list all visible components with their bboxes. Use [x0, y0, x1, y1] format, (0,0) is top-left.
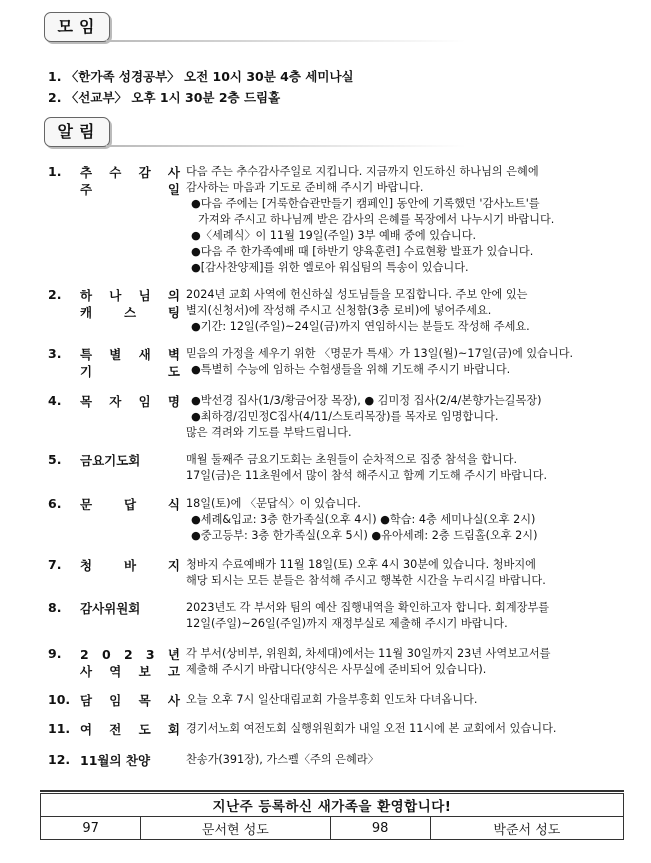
newcomer-number: 98	[330, 817, 430, 840]
notice-item-label-part: 하	[80, 288, 93, 303]
notice-item-label-part: 주	[80, 182, 93, 197]
notice-item-number: 5.	[48, 452, 62, 467]
notice-bullet: ●세례&입교: 3층 한가족실(오후 4시) ●학습: 4층 세미나실(오후 2시)	[191, 513, 536, 526]
notice-item-body	[186, 346, 632, 378]
notice-item-label-part: 2	[80, 647, 89, 662]
notice-item-label-part: 여	[80, 722, 93, 737]
notice-bullet: ●다음 주에는 [거룩한습관만들기 캠페인] 동안에 기록했던 '감사노트'를	[191, 197, 540, 210]
notice-item-label	[80, 393, 180, 410]
notice-item-label	[80, 721, 180, 738]
notice-item-body	[186, 752, 632, 768]
notice-item-number: 6.	[48, 496, 62, 511]
notice-bullet: 가져와 주시고 하나님께 받은 감사의 은혜를 목장에서 나누시기 바랍니다.	[191, 213, 555, 226]
notice-item-label	[80, 164, 180, 198]
notice-item-label-part: 의	[167, 288, 180, 303]
notice-item-label-part: 담	[80, 693, 93, 708]
notice-item-label-part: 고	[167, 664, 180, 679]
notice-item-label	[80, 287, 180, 321]
notice-item-body	[186, 721, 632, 737]
notice-item-label-part: 2	[123, 647, 133, 662]
notice-item-label-part: 사	[167, 165, 180, 180]
notice-item-label	[80, 452, 180, 469]
welcome-top-rule	[40, 790, 624, 792]
notice-item-label-part: 님	[138, 288, 151, 303]
notice-bullet: ●[감사찬양제]를 위한 엘로아 워십팀의 특송이 있습니다.	[191, 261, 469, 274]
notice-item-label-part: 답	[123, 497, 137, 512]
notice-item-label-part: 0	[101, 647, 111, 662]
notice-line: 17일(금)은 11초원에서 많이 참석 해주시고 함께 기도해 주시기 바랍니다.	[186, 469, 547, 482]
notice-line: 18일(토)에 〈문답식〉이 있습니다.	[186, 497, 361, 510]
notice-item-label-part: 일	[167, 182, 180, 197]
notice-line: 많은 격려와 기도를 부탁드립니다.	[186, 426, 352, 439]
notice-item-body	[186, 600, 632, 632]
notice-item-label-part: 지	[167, 558, 180, 573]
notice-line: 오늘 오후 7시 일산대림교회 가을부흥회 인도차 다녀옵니다.	[186, 693, 478, 706]
notice-item-body	[186, 287, 632, 335]
notice-item-label-part: 식	[167, 497, 180, 512]
notice-item-number: 4.	[48, 393, 62, 408]
newcomer-name: 박준서 성도	[430, 817, 623, 840]
notice-item-label-part: 나	[109, 288, 122, 303]
notice-item-label-part: 목	[80, 394, 93, 409]
meeting-line-2: 2. 〈선교부〉 오후 1시 30분 2층 드림홀	[48, 90, 281, 105]
notice-item-label-part: 캐	[80, 305, 93, 320]
notice-item-label-part: 년	[167, 647, 180, 662]
notice-bullet: ●박선경 집사(1/3/황금어장 목장), ● 김미정 집사(2/4/본향가는길목장)	[191, 394, 542, 407]
notice-item-label-part: 청	[80, 558, 93, 573]
notice-item-number: 7.	[48, 557, 62, 572]
notice-item-body	[186, 692, 632, 708]
notice-item-label-part: 바	[123, 558, 137, 573]
meeting-divider	[106, 40, 466, 42]
notice-item-number: 12.	[48, 752, 71, 767]
notice-item-label-part: 사	[80, 664, 93, 679]
notice-line: 매월 둘째주 금요기도회는 초원들이 순차적으로 집중 참석을 합니다.	[186, 453, 518, 466]
notice-item-number: 8.	[48, 600, 62, 615]
notice-item-number: 1.	[48, 164, 62, 179]
welcome-row	[41, 817, 624, 840]
notice-item-number: 9.	[48, 646, 62, 661]
notice-item-number: 3.	[48, 346, 62, 361]
notice-line: 청바지 수료예배가 11월 18일(토) 오후 4시 30분에 있습니다. 청바지에	[186, 558, 536, 571]
meeting-line-1: 1. 〈한가족 성경공부〉 오전 10시 30분 4층 세미나실	[48, 69, 354, 84]
notice-item-label	[80, 692, 180, 709]
notice-item-number: 11.	[48, 721, 71, 736]
notice-header: 알림	[44, 117, 110, 147]
notice-item-label-part: 추	[80, 165, 93, 180]
notice-item-label	[80, 496, 180, 513]
notice-item-body	[186, 557, 632, 589]
notice-line: 2024년 교회 사역에 헌신하실 성도님들을 모집합니다. 주보 안에 있는	[186, 288, 528, 301]
notice-item-label-part: 역	[109, 664, 122, 679]
notice-item-label-part: 보	[138, 664, 151, 679]
newcomer-name: 문서현 성도	[141, 817, 330, 840]
notice-item-label-part: 감	[138, 165, 151, 180]
notice-item-label-part: 회	[167, 722, 180, 737]
notice-bullet: ●다음 주 한가족예배 때 [하반기 양육훈련] 수료현황 발표가 있습니다.	[191, 245, 534, 258]
notice-item-label	[80, 646, 180, 680]
notice-item-body	[186, 393, 632, 441]
notice-item-label-part: 목	[138, 693, 151, 708]
notice-line: 믿음의 가정을 세우기 위한 〈명문가 특새〉가 13일(월)~17일(금)에 있습니다.	[186, 347, 574, 360]
notice-item-label-part: 명	[167, 394, 180, 409]
welcome-table	[40, 793, 624, 840]
notice-item-label-part: 임	[138, 394, 151, 409]
notice-item-label-part: 감사위원회	[80, 601, 141, 616]
notice-item-label-part: 별	[109, 347, 122, 362]
notice-item-label	[80, 346, 180, 380]
notice-line: 각 부서(상비부, 위원회, 차세대)에서는 11월 30일까지 23년 사역보고서를	[186, 647, 551, 660]
meeting-header: 모임	[44, 12, 110, 42]
notice-item-label-part: 자	[109, 394, 122, 409]
notice-item-label	[80, 600, 180, 617]
notice-item-label	[80, 557, 180, 574]
notice-bullet: ●중고등부: 3층 한가족실(오후 5시) ●유아세례: 2층 드림홀(오후 2시)	[191, 529, 538, 542]
notice-item-label-part: 사	[167, 693, 180, 708]
notice-line: 다음 주는 추수감사주일로 지킵니다. 지금까지 인도하신 하나님의 은혜에	[186, 165, 539, 178]
notice-line: 12일(주일)~26일(주일)까지 재정부실로 제출해 주시기 바랍니다.	[186, 617, 508, 630]
notice-item-label-part: 3	[145, 647, 155, 662]
notice-bullet: ●최하경/김민정C집사(4/11/스토리목장)를 목자로 임명합니다.	[191, 410, 499, 423]
notice-line: 찬송가(391장), 가스펠〈주의 은혜라〉	[186, 753, 379, 766]
notice-line: 제출해 주시기 바랍니다(양식은 사무실에 준비되어 있습니다).	[186, 663, 487, 676]
notice-line: 경기서노회 여전도회 실행위원회가 내일 오전 11시에 본 교회에서 있습니다.	[186, 722, 557, 735]
notice-item-body	[186, 452, 632, 484]
notice-item-label-part: 금요기도회	[80, 453, 141, 468]
notice-item-label-part: 벽	[167, 347, 180, 362]
notice-bullet: ●〈세례식〉이 11월 19일(주일) 3부 예배 중에 있습니다.	[191, 229, 477, 242]
notice-item-label-part: 문	[80, 497, 93, 512]
notice-item-label-part: 임	[109, 693, 122, 708]
notice-item-number: 10.	[48, 692, 71, 707]
notice-line: 2023년도 각 부서와 팀의 예산 집행내역을 확인하고자 합니다. 회계장부를	[186, 601, 550, 614]
notice-item-label-part: 수	[109, 165, 122, 180]
notice-item-number: 2.	[48, 287, 62, 302]
notice-item-label-part: 특	[80, 347, 93, 362]
notice-item-label-part: 기	[80, 364, 93, 379]
notice-item-label-part: 전	[109, 722, 122, 737]
notice-item-body	[186, 646, 632, 678]
newcomer-number: 97	[41, 817, 141, 840]
notice-item-label-part: 스	[123, 305, 137, 320]
notice-item-body	[186, 496, 632, 544]
notice-bullet: ●기간: 12일(주일)~24일(금)까지 연임하시는 분들도 작성해 주세요.	[191, 320, 530, 333]
notice-bullet: ●특별히 수능에 임하는 수험생들을 위해 기도해 주시기 바랍니다.	[191, 363, 511, 376]
notice-item-body	[186, 164, 632, 276]
welcome-title: 지난주 등록하신 새가족을 환영합니다!	[41, 794, 624, 817]
notice-line: 해당 되시는 모든 분들은 참석해 주시고 행복한 시간을 누리시길 바랍니다.	[186, 574, 546, 587]
notice-item-label-part: 11월의 찬양	[80, 753, 151, 768]
notice-item-label-part: 도	[167, 364, 180, 379]
notice-item-label-part: 도	[138, 722, 151, 737]
notice-item-label-part: 새	[138, 347, 151, 362]
notice-item-label-part: 팅	[167, 305, 180, 320]
notice-line: 감사하는 마음과 기도로 준비해 주시기 바랍니다.	[186, 181, 424, 194]
notice-item-label	[80, 752, 180, 769]
notice-divider	[106, 145, 466, 147]
notice-line: 별지(신청서)에 작성해 주시고 신청함(3층 로비)에 넣어주세요.	[186, 304, 492, 317]
